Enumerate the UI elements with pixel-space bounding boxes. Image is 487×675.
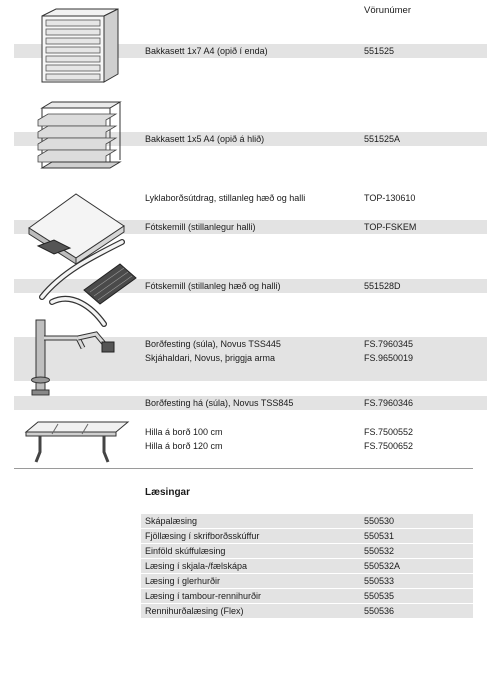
product-number: 551528D <box>364 281 401 291</box>
lock-name: Læsing í tambour-rennihurðir <box>145 591 262 601</box>
lock-row <box>141 529 473 543</box>
product-row <box>141 44 473 58</box>
tray-set-7-illustration <box>34 6 124 86</box>
product-name: Skjáhaldari, Novus, þriggja arma <box>145 353 276 363</box>
product-number: FS.7960345 <box>364 339 414 349</box>
product-row <box>141 220 473 234</box>
lock-number: 550536 <box>364 606 395 616</box>
locks-section-title: Læsingar <box>145 487 191 498</box>
product-name: Bakkasett 1x7 A4 (opið í enda) <box>145 46 268 56</box>
product-name: Hilla á borð 120 cm <box>145 441 223 451</box>
lock-number: 550531 <box>364 531 395 541</box>
product-number: TOP-130610 <box>364 193 416 203</box>
lock-row <box>141 574 473 588</box>
lock-name: Læsing í skjala-/fælskápa <box>145 561 248 571</box>
lock-row <box>141 589 473 603</box>
product-number: FS.9650019 <box>364 353 414 363</box>
product-name: Fótskemill (stillanleg hæð og halli) <box>145 281 281 291</box>
lock-name: Fjöllæsing í skrifborðsskúffur <box>145 531 260 541</box>
lock-row <box>141 604 473 618</box>
product-row <box>141 425 473 439</box>
product-number: TOP-FSKEM <box>364 222 417 232</box>
product-number: FS.7500552 <box>364 427 414 437</box>
lock-number: 550535 <box>364 591 395 601</box>
lock-name: Rennihurðalæsing (Flex) <box>145 606 244 616</box>
product-name: Bakkasett 1x5 A4 (opið á hlið) <box>145 134 265 144</box>
desk-shelf-illustration <box>22 418 132 466</box>
lock-number: 550530 <box>364 516 395 526</box>
tray-set-5-illustration <box>32 98 127 176</box>
lock-number: 550532A <box>364 561 401 571</box>
product-number: FS.7500652 <box>364 441 414 451</box>
product-name: Lyklaborðsútdrag, stillanleg hæð og halli <box>145 193 306 203</box>
lock-name: Læsing í glerhurðir <box>145 576 221 586</box>
product-row <box>141 439 473 453</box>
monitor-arm-illustration <box>28 318 133 406</box>
section-divider <box>14 468 473 469</box>
product-row <box>141 337 473 351</box>
product-row <box>141 396 473 410</box>
footrest-height-illustration <box>32 232 142 332</box>
lock-row <box>141 544 473 558</box>
product-number: 551525A <box>364 134 401 144</box>
lock-row <box>141 514 473 528</box>
lock-row <box>141 559 473 573</box>
lock-name: Skápalæsing <box>145 516 198 526</box>
lock-number: 550532 <box>364 546 395 556</box>
product-row <box>141 132 473 146</box>
product-row <box>141 191 473 205</box>
product-row <box>141 279 473 293</box>
product-number: 551525 <box>364 46 395 56</box>
product-name: Borðfesting (súla), Novus TSS445 <box>145 339 281 349</box>
product-name: Borðfesting há (súla), Novus TSS845 <box>145 398 294 408</box>
column-header-product-number: Vörunúmer <box>364 5 411 16</box>
product-name: Fótskemill (stillanlegur halli) <box>145 222 256 232</box>
product-name: Hilla á borð 100 cm <box>145 427 223 437</box>
product-number: FS.7960346 <box>364 398 414 408</box>
lock-name: Einföld skúffulæsing <box>145 546 226 556</box>
lock-number: 550533 <box>364 576 395 586</box>
product-row <box>141 351 473 365</box>
